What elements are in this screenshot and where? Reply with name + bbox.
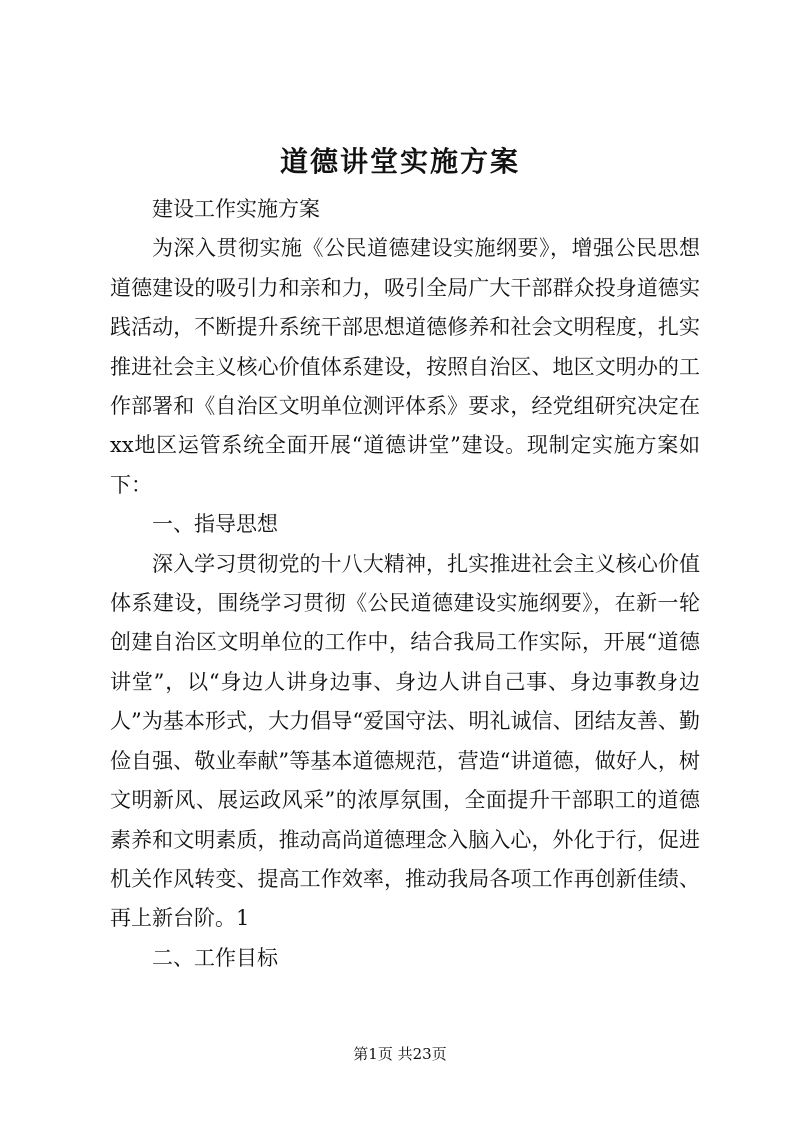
section-heading-guiding-ideology: 一、指导思想	[152, 512, 278, 537]
document-subtitle: 建设工作实施方案	[152, 197, 320, 221]
document-title: 道德讲堂实施方案	[279, 145, 520, 178]
intro-paragraph: 为深入贯彻实施《公民道德建设实施纲要》，增强公民思想道德建设的吸引力和亲和力，吸引全局广大干部群众投身道德实践活动，不断提升系统干部思想道德修养和社会文明程度，扎实推进社会主义核心价值体系建设，按照自治区、地区文明办的工作部署和《自治区文明单位测评体系》要求，经党组研究决定在xx地区运管系统全面开展“道德讲堂”建设。现制定实施方案如下：	[110, 236, 700, 497]
page-number-footer: 第1页 共23页	[353, 1045, 447, 1063]
document-body	[110, 190, 700, 978]
guiding-ideology-paragraph: 深入学习贯彻党的十八大精神，扎实推进社会主义核心价值体系建设，围绕学习贯彻《公民道德建设实施纲要》，在新一轮创建自治区文明单位的工作中，结合我局工作实际，开展“道德讲堂”，以“身边人讲身边事、身边人讲自己事、身边事教身边人”为基本形式，大力倡导“爱国守法、明礼诚信、团结友善、勤俭自强、敬业奉献”等基本道德规范，营造“讲道德，做好人，树文明新风、展运政风采”的浓厚氛围，全面提升干部职工的道德素养和文明素质，推动高尚道德理念入脑入心，外化于行，促进机关作风转变、提高工作效率，推动我局各项工作再创新佳绩、再上新台阶。1	[110, 551, 700, 931]
section-heading-work-goals: 二、工作目标	[152, 945, 278, 970]
